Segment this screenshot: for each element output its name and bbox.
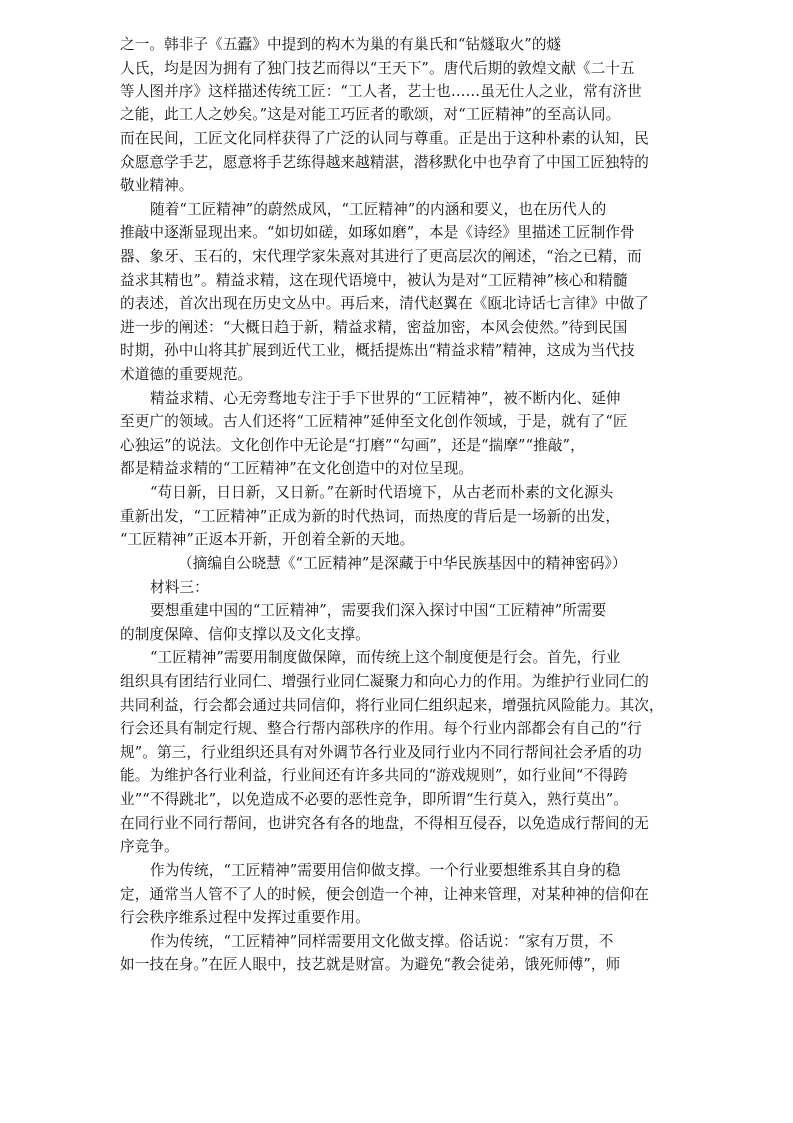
- paragraph-first-line: 作为传统，“工匠精神”同样需要用文化做支撑。俗话说：“家有万贯，不: [150, 933, 614, 950]
- text-line: 之一。韩非子《五蠹》中提到的构木为巢的有巢氏和“钻燧取火”的燧: [120, 36, 562, 53]
- text-line: 术道德的重要规范。: [120, 366, 253, 383]
- text-line: 的制度保障、信仰支撑以及文化支撑。: [120, 626, 370, 643]
- section-heading: 材料三：: [150, 579, 209, 596]
- text-line: 器、象牙、玉石的，宋代理学家朱熹对其进行了更高层次的阐述，“治之已精，而: [120, 248, 642, 265]
- paragraph-first-line: 要想重建中国的“工匠精神”，需要我们深入探讨中国“工匠精神”所需要: [150, 602, 607, 619]
- paragraph-first-line: 精益求精、心无旁骛地专注于手下世界的“工匠精神”，被不断内化、延伸: [150, 390, 621, 407]
- text-line: 在同行业不同行帮间，也讲究各有各的地盘，不得相互侵吞，以免造成行帮间的无: [120, 815, 649, 832]
- text-line: 等人图并序》这样描述传统工匠：“工人者，艺士也……虽无仕人之业，常有济世: [120, 83, 642, 100]
- text-line: 都是精益求精的“工匠精神”在文化创造中的对位呈现。: [120, 460, 474, 477]
- text-line: 规”。第三，行业组织还具有对外调节各行业及同行业内不同行帮间社会矛盾的功: [120, 744, 642, 761]
- text-line: 众愿意学手艺，愿意将手艺练得越来越精湛，潜移默化中也孕育了中国工匠独特的: [120, 154, 649, 171]
- text-line: 益求其精也”。精益求精，这在现代语境中，被认为是对“工匠精神”核心和精髓: [120, 272, 628, 289]
- text-line: 行会秩序维系过程中发挥过重要作用。: [120, 909, 370, 926]
- text-line: 序竞争。: [120, 838, 179, 855]
- paragraph-first-line: 随着“工匠精神”的蔚然成风，“工匠精神”的内涵和要义，也在历代人的: [150, 201, 607, 218]
- text-line: 定，通常当人管不了人的时候，便会创造一个神，让神来管理，对某种神的信仰在: [120, 886, 649, 903]
- text-line: 推敲中逐渐显现出来。“如切如磋，如琢如磨”，本是《诗经》里描述工匠制作骨: [120, 224, 635, 241]
- text-line: 时期，孙中山将其扩展到近代工业，概括提炼出“精益求精”精神，这成为当代技: [120, 342, 635, 359]
- text-line: 敬业精神。: [120, 177, 194, 194]
- text-line: 组织具有团结行业同仁、增强行业同仁凝聚力和向心力的作用。为维护行业同仁的: [120, 673, 649, 690]
- text-line: 如一技在身。”在匠人眼中，技艺就是财富。为避免“教会徒弟，饿死师傅”，师: [120, 956, 621, 973]
- text-line: 进一步的阐述：“大概日趋于新，精益求精，密益加密，本风会使然。”待到民国: [120, 319, 628, 336]
- text-line: 能。为维护各行业利益，行业间还有许多共同的“游戏规则”，如行业间“不得跨: [120, 767, 628, 784]
- paragraph-first-line: 作为传统，“工匠精神”需要用信仰做支撑。一个行业要想维系其自身的稳: [150, 862, 621, 879]
- text-line: 人氏，均是因为拥有了独门技艺而得以“王天下”。唐代后期的敦煌文献《二十五: [120, 60, 635, 77]
- source-citation: （摘编自公晓慧《“工匠精神”是深藏于中华民族基因中的精神密码》）: [178, 555, 627, 572]
- text-line: 至更广的领域。古人们还将“工匠精神”延伸至文化创作领域，于是，就有了“匠: [120, 413, 628, 430]
- text-line: 的表述，首次出现在历史文丛中。再后来，清代赵翼在《瓯北诗话七言律》中做了: [120, 295, 649, 312]
- text-line: “工匠精神”正返本开新，开创着全新的天地。: [120, 531, 415, 548]
- text-line: 之能，此工人之妙矣。”这是对能工巧匠者的歌颂，对“工匠精神”的至高认同。: [120, 106, 621, 123]
- text-line: 心独运”的说法。文化创作中无论是“打磨”“勾画”，还是“揣摩”“推敲”，: [120, 437, 585, 454]
- paragraph-first-line: “工匠精神”需要用制度做保障，而传统上这个制度便是行会。首先，行业: [150, 649, 621, 666]
- text-line: 重新出发，“工匠精神”正成为新的时代热词，而热度的背后是一场新的出发，: [120, 508, 621, 525]
- text-line: 业”“不得跳北”，以免造成不必要的恶性竞争，即所谓“生行莫入，熟行莫出”。: [120, 791, 629, 808]
- paragraph-first-line: “苟日新，日日新，又日新。”在新时代语境下，从古老而朴素的文化源头: [150, 484, 614, 501]
- text-line: 共同利益，行会都会通过共同信仰，将行业同仁组织起来，增强抗风险能力。其次，: [120, 697, 664, 714]
- text-line: 而在民间，工匠文化同样获得了广泛的认同与尊重。正是出于这种朴素的认知，民: [120, 130, 649, 147]
- text-line: 行会还具有制定行规、整合行帮内部秩序的作用。每个行业内部都会有自己的“行: [120, 720, 642, 737]
